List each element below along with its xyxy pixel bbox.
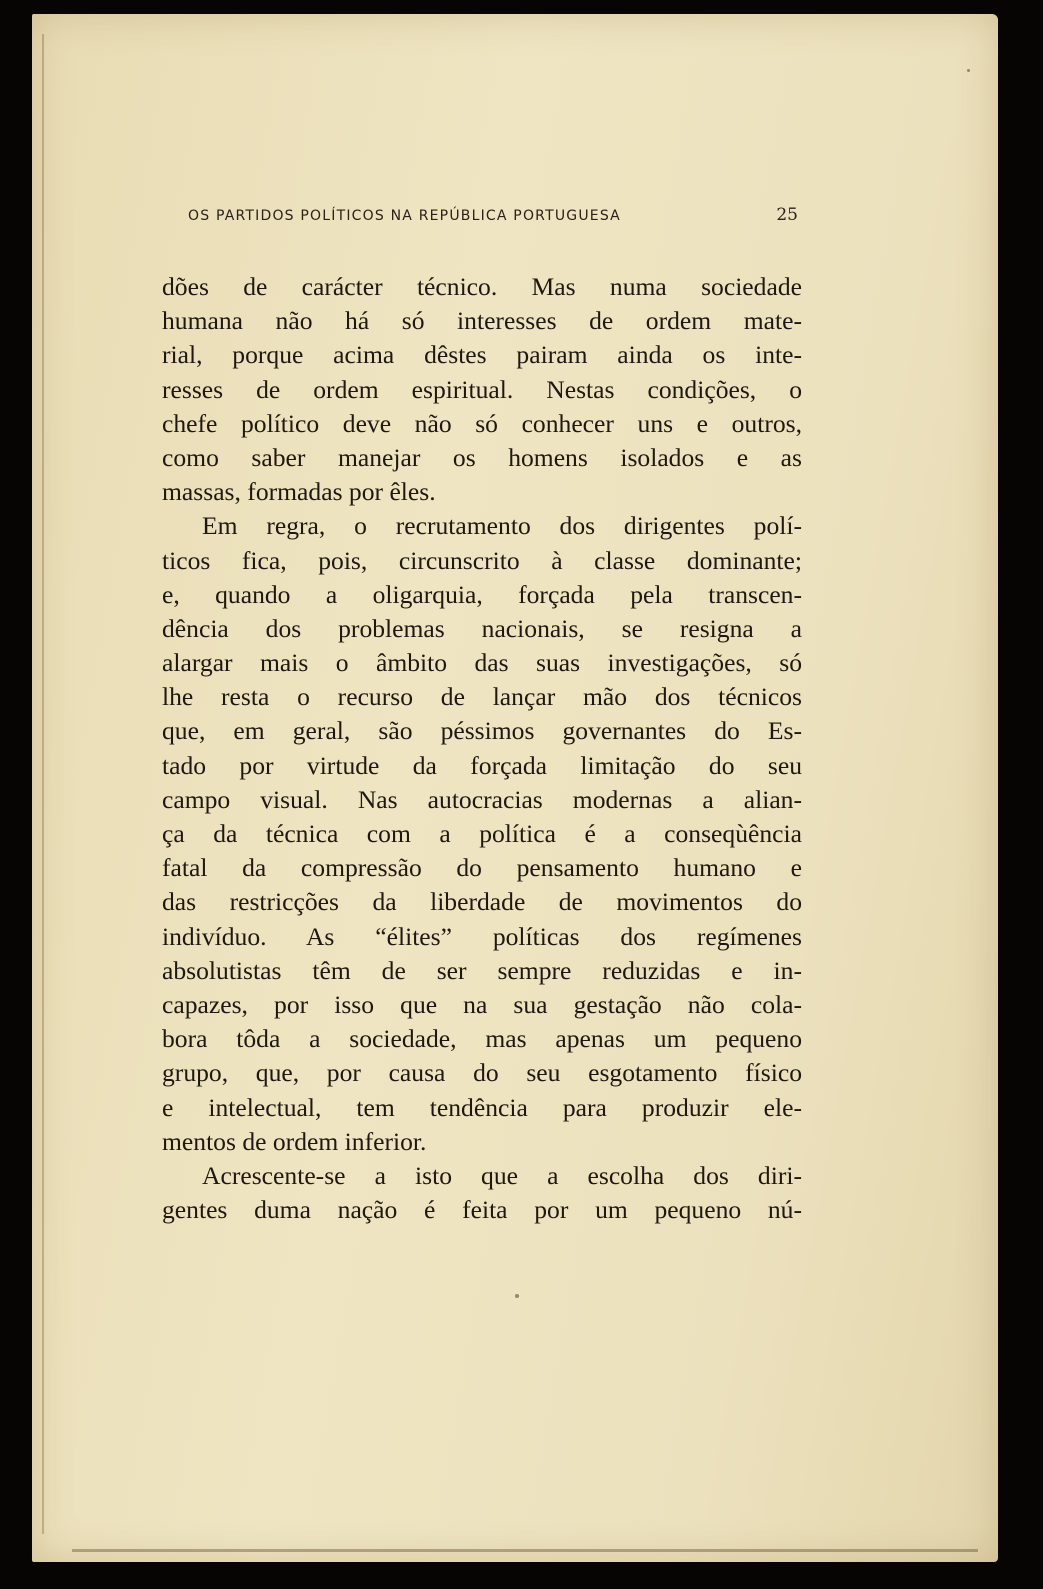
text-line: capazes, por isso que na sua gestação não cola- [162,989,802,1019]
text-line: rial, porque acima dêstes pairam ainda os inte- [162,340,802,370]
paragraph-first-line: Acrescente-se a isto que a escolha dos diri- [202,1160,802,1190]
text-line: alargar mais o âmbito das suas investigações, só [162,648,802,678]
text-line: e intelectual, tem tendência para produzir ele- [162,1092,802,1122]
text-line: gentes duma nação é feita por um pequeno nú- [162,1195,802,1225]
running-title: OS PARTIDOS POLÍTICOS NA REPÚBLICA PORTUGUESA [188,208,621,224]
text-line: bora tôda a sociedade, mas apenas um pequeno [162,1024,802,1054]
text-line: fatal da compressão do pensamento humano e [162,853,802,883]
text-line: que, em geral, são péssimos governantes do Es- [162,716,802,746]
text-line: ticos fica, pois, circunscrito à classe dominante; [162,545,802,575]
body-text [162,270,802,1227]
text-line: humana não há só interesses de ordem mate- [162,306,802,336]
text-line: chefe político deve não só conhecer uns e outros, [162,408,802,438]
text-line: grupo, que, por causa do seu esgotamento físico [162,1058,802,1088]
text-line: massas, formadas por êles. [162,477,436,507]
text-line: das restricções da liberdade de movimentos do [162,887,802,917]
page-number: 25 [776,205,798,225]
paper-speck [967,69,970,72]
text-line: absolutistas têm de ser sempre reduzidas e in- [162,955,802,985]
text-line: tado por virtude da forçada limitação do seu [162,750,802,780]
text-line: campo visual. Nas autocracias modernas a alian- [162,784,802,814]
text-line: mentos de ordem inferior. [162,1126,427,1156]
page-gutter-shadow [42,34,44,1534]
paper-speck [515,1294,519,1298]
paragraph-first-line: Em regra, o recrutamento dos dirigentes polí- [202,511,802,541]
page-bottom-edge [72,1549,978,1552]
text-line: lhe resta o recurso de lançar mão dos técnicos [162,682,802,712]
running-header [188,205,798,229]
text-line: resses de ordem espiritual. Nestas condições, o [162,374,802,404]
text-line: e, quando a oligarquia, forçada pela transcen- [162,579,802,609]
text-line: dões de carácter técnico. Mas numa sociedade [162,272,802,301]
text-line: ça da técnica com a política é a conseqùência [162,819,802,848]
text-line: como saber manejar os homens isolados e as [162,442,802,472]
text-line: indivíduo. As “élites” políticas dos regímenes [162,921,802,951]
text-line: dência dos problemas nacionais, se resigna a [162,613,802,643]
